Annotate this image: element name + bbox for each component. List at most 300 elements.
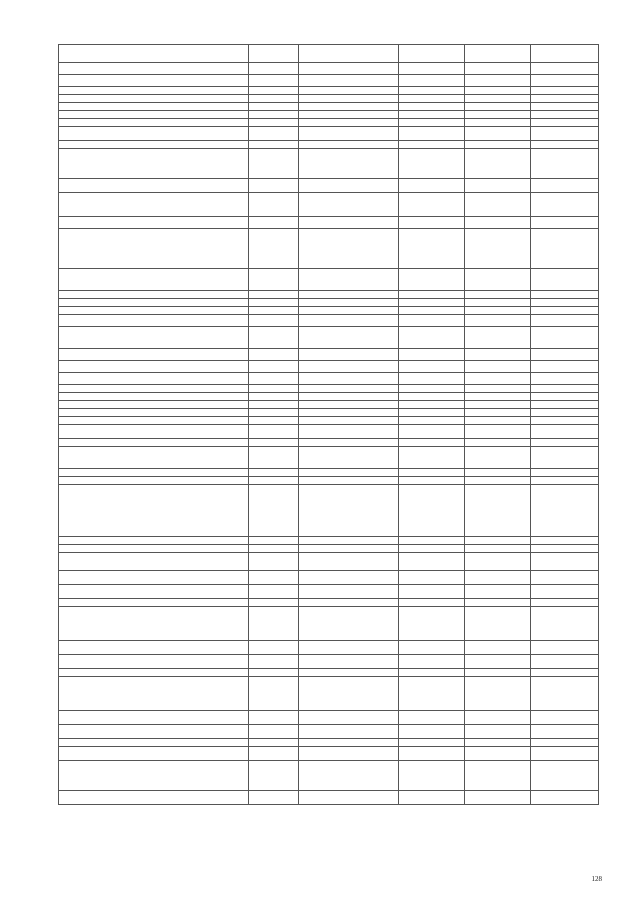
row-amount-1 [399, 193, 465, 217]
row-code [249, 747, 299, 761]
row-amount-2 [465, 45, 531, 63]
table-row [59, 545, 599, 553]
row-amount-3 [531, 607, 599, 641]
row-kbk [299, 537, 399, 545]
row-code [249, 393, 299, 401]
row-amount-3 [531, 141, 599, 149]
row-amount-2 [465, 447, 531, 469]
row-amount-1 [399, 725, 465, 739]
row-amount-2 [465, 63, 531, 75]
table-row [59, 75, 599, 87]
row-kbk [299, 327, 399, 349]
row-kbk [299, 75, 399, 87]
row-name [59, 537, 249, 545]
table-row [59, 111, 599, 119]
row-code [249, 63, 299, 75]
row-code [249, 677, 299, 711]
row-code [249, 385, 299, 393]
row-kbk [299, 417, 399, 425]
row-amount-1 [399, 63, 465, 75]
row-amount-1 [399, 425, 465, 439]
row-kbk [299, 315, 399, 327]
row-code [249, 127, 299, 141]
row-kbk [299, 485, 399, 537]
row-name [59, 655, 249, 669]
row-amount-1 [399, 103, 465, 111]
row-amount-1 [399, 401, 465, 409]
row-code [249, 409, 299, 417]
row-amount-2 [465, 417, 531, 425]
row-amount-2 [465, 711, 531, 725]
row-amount-2 [465, 149, 531, 179]
row-code [249, 87, 299, 95]
row-amount-3 [531, 103, 599, 111]
row-amount-3 [531, 315, 599, 327]
table-row [59, 327, 599, 349]
table-row [59, 477, 599, 485]
row-name [59, 425, 249, 439]
row-name [59, 229, 249, 269]
row-amount-3 [531, 307, 599, 315]
row-kbk [299, 373, 399, 385]
row-amount-2 [465, 299, 531, 307]
row-kbk [299, 217, 399, 229]
row-code [249, 361, 299, 373]
row-amount-3 [531, 349, 599, 361]
row-code [249, 269, 299, 291]
row-kbk [299, 447, 399, 469]
row-amount-3 [531, 655, 599, 669]
row-kbk [299, 291, 399, 299]
row-amount-3 [531, 725, 599, 739]
row-kbk [299, 725, 399, 739]
row-amount-2 [465, 179, 531, 193]
row-name [59, 669, 249, 677]
row-amount-1 [399, 545, 465, 553]
row-amount-3 [531, 585, 599, 599]
row-amount-2 [465, 485, 531, 537]
table-row [59, 599, 599, 607]
row-amount-2 [465, 95, 531, 103]
row-amount-1 [399, 641, 465, 655]
row-code [249, 111, 299, 119]
row-amount-3 [531, 119, 599, 127]
row-amount-1 [399, 75, 465, 87]
row-code [249, 229, 299, 269]
row-amount-1 [399, 477, 465, 485]
row-code [249, 95, 299, 103]
row-amount-2 [465, 229, 531, 269]
row-amount-1 [399, 127, 465, 141]
row-kbk [299, 677, 399, 711]
row-amount-3 [531, 447, 599, 469]
table-row [59, 641, 599, 655]
row-amount-2 [465, 119, 531, 127]
row-kbk [299, 299, 399, 307]
row-amount-1 [399, 439, 465, 447]
row-kbk [299, 409, 399, 417]
table-row [59, 409, 599, 417]
row-amount-1 [399, 791, 465, 805]
row-amount-3 [531, 269, 599, 291]
row-code [249, 327, 299, 349]
row-amount-2 [465, 725, 531, 739]
row-code [249, 641, 299, 655]
row-kbk [299, 545, 399, 553]
row-amount-3 [531, 545, 599, 553]
row-amount-2 [465, 87, 531, 95]
table-row [59, 485, 599, 537]
row-amount-2 [465, 607, 531, 641]
row-amount-3 [531, 95, 599, 103]
row-amount-2 [465, 599, 531, 607]
row-amount-1 [399, 739, 465, 747]
table-row [59, 739, 599, 747]
row-amount-3 [531, 75, 599, 87]
table-row [59, 45, 599, 63]
row-code [249, 447, 299, 469]
row-name [59, 193, 249, 217]
row-amount-1 [399, 669, 465, 677]
row-name [59, 75, 249, 87]
row-kbk [299, 585, 399, 599]
table-row [59, 417, 599, 425]
page-number: 128 [591, 875, 602, 883]
row-name [59, 327, 249, 349]
table-row [59, 607, 599, 641]
row-name [59, 641, 249, 655]
row-name [59, 585, 249, 599]
table-row [59, 149, 599, 179]
row-amount-2 [465, 641, 531, 655]
table-row [59, 127, 599, 141]
row-code [249, 417, 299, 425]
row-amount-1 [399, 361, 465, 373]
row-amount-2 [465, 477, 531, 485]
row-kbk [299, 307, 399, 315]
row-code [249, 45, 299, 63]
row-amount-3 [531, 677, 599, 711]
row-kbk [299, 439, 399, 447]
row-amount-1 [399, 385, 465, 393]
row-code [249, 193, 299, 217]
row-name [59, 149, 249, 179]
row-amount-1 [399, 149, 465, 179]
row-code [249, 307, 299, 315]
row-amount-3 [531, 63, 599, 75]
row-amount-1 [399, 349, 465, 361]
row-kbk [299, 127, 399, 141]
row-kbk [299, 193, 399, 217]
row-name [59, 269, 249, 291]
row-code [249, 485, 299, 537]
row-code [249, 401, 299, 409]
table-row [59, 447, 599, 469]
row-amount-3 [531, 477, 599, 485]
row-code [249, 149, 299, 179]
row-amount-2 [465, 103, 531, 111]
row-amount-2 [465, 75, 531, 87]
row-amount-2 [465, 385, 531, 393]
row-amount-2 [465, 553, 531, 571]
table-row [59, 439, 599, 447]
row-amount-3 [531, 229, 599, 269]
row-code [249, 469, 299, 477]
row-name [59, 127, 249, 141]
row-kbk [299, 87, 399, 95]
row-amount-3 [531, 469, 599, 477]
table-row [59, 217, 599, 229]
row-name [59, 361, 249, 373]
row-amount-3 [531, 291, 599, 299]
row-kbk [299, 747, 399, 761]
row-kbk [299, 393, 399, 401]
row-amount-3 [531, 641, 599, 655]
table-row [59, 425, 599, 439]
row-amount-2 [465, 425, 531, 439]
row-code [249, 291, 299, 299]
row-amount-3 [531, 179, 599, 193]
row-amount-1 [399, 95, 465, 103]
table-row [59, 585, 599, 599]
row-name [59, 141, 249, 149]
row-code [249, 179, 299, 193]
row-name [59, 409, 249, 417]
row-amount-3 [531, 439, 599, 447]
row-name [59, 45, 249, 63]
row-code [249, 103, 299, 111]
table-row [59, 315, 599, 327]
row-name [59, 291, 249, 299]
row-amount-2 [465, 111, 531, 119]
row-kbk [299, 119, 399, 127]
row-code [249, 119, 299, 127]
table-row [59, 349, 599, 361]
row-amount-2 [465, 537, 531, 545]
table-row [59, 761, 599, 791]
row-amount-3 [531, 425, 599, 439]
row-amount-3 [531, 193, 599, 217]
row-code [249, 669, 299, 677]
row-code [249, 299, 299, 307]
row-amount-1 [399, 761, 465, 791]
row-kbk [299, 425, 399, 439]
row-kbk [299, 45, 399, 63]
row-amount-1 [399, 447, 465, 469]
row-name [59, 179, 249, 193]
row-amount-3 [531, 599, 599, 607]
table-row [59, 229, 599, 269]
row-code [249, 791, 299, 805]
row-kbk [299, 63, 399, 75]
row-kbk [299, 349, 399, 361]
row-amount-1 [399, 409, 465, 417]
row-name [59, 119, 249, 127]
row-name [59, 571, 249, 585]
row-amount-3 [531, 409, 599, 417]
row-code [249, 217, 299, 229]
row-amount-3 [531, 571, 599, 585]
row-amount-2 [465, 373, 531, 385]
table-row [59, 711, 599, 725]
table-row [59, 393, 599, 401]
row-amount-3 [531, 553, 599, 571]
row-name [59, 711, 249, 725]
row-name [59, 477, 249, 485]
table-row [59, 361, 599, 373]
row-name [59, 677, 249, 711]
row-amount-1 [399, 217, 465, 229]
table-row [59, 669, 599, 677]
row-name [59, 87, 249, 95]
row-amount-3 [531, 149, 599, 179]
table-row [59, 95, 599, 103]
row-amount-2 [465, 361, 531, 373]
row-amount-3 [531, 747, 599, 761]
row-amount-1 [399, 87, 465, 95]
row-amount-2 [465, 401, 531, 409]
row-kbk [299, 655, 399, 669]
row-amount-1 [399, 179, 465, 193]
row-amount-1 [399, 537, 465, 545]
row-amount-3 [531, 791, 599, 805]
row-kbk [299, 553, 399, 571]
row-amount-1 [399, 373, 465, 385]
row-name [59, 791, 249, 805]
row-code [249, 655, 299, 669]
row-kbk [299, 791, 399, 805]
row-amount-3 [531, 711, 599, 725]
row-kbk [299, 385, 399, 393]
row-kbk [299, 469, 399, 477]
row-amount-2 [465, 141, 531, 149]
row-amount-2 [465, 349, 531, 361]
row-amount-1 [399, 229, 465, 269]
table-row [59, 537, 599, 545]
row-code [249, 761, 299, 791]
row-name [59, 385, 249, 393]
row-amount-2 [465, 327, 531, 349]
row-code [249, 141, 299, 149]
table-row [59, 63, 599, 75]
table-row [59, 655, 599, 669]
row-kbk [299, 739, 399, 747]
row-name [59, 761, 249, 791]
table-row [59, 291, 599, 299]
row-name [59, 599, 249, 607]
row-name [59, 393, 249, 401]
row-amount-2 [465, 791, 531, 805]
row-amount-2 [465, 193, 531, 217]
table-row [59, 791, 599, 805]
row-amount-3 [531, 373, 599, 385]
row-kbk [299, 141, 399, 149]
row-name [59, 485, 249, 537]
row-amount-1 [399, 141, 465, 149]
row-amount-2 [465, 393, 531, 401]
row-amount-1 [399, 269, 465, 291]
row-code [249, 477, 299, 485]
table-row [59, 87, 599, 95]
table-row [59, 307, 599, 315]
table-row [59, 385, 599, 393]
table-row [59, 553, 599, 571]
table-row [59, 269, 599, 291]
row-code [249, 439, 299, 447]
table-row [59, 119, 599, 127]
table-row [59, 193, 599, 217]
row-amount-1 [399, 469, 465, 477]
row-name [59, 469, 249, 477]
document-page [58, 44, 598, 805]
row-kbk [299, 269, 399, 291]
row-name [59, 217, 249, 229]
row-amount-2 [465, 747, 531, 761]
row-amount-2 [465, 739, 531, 747]
row-amount-3 [531, 393, 599, 401]
table-row [59, 571, 599, 585]
row-name [59, 417, 249, 425]
row-kbk [299, 761, 399, 791]
row-code [249, 315, 299, 327]
row-code [249, 425, 299, 439]
row-code [249, 545, 299, 553]
row-name [59, 63, 249, 75]
row-amount-3 [531, 401, 599, 409]
row-name [59, 307, 249, 315]
row-amount-3 [531, 485, 599, 537]
row-kbk [299, 607, 399, 641]
row-amount-1 [399, 45, 465, 63]
row-amount-2 [465, 761, 531, 791]
row-amount-1 [399, 327, 465, 349]
table-row [59, 299, 599, 307]
row-amount-1 [399, 655, 465, 669]
row-amount-2 [465, 409, 531, 417]
row-kbk [299, 95, 399, 103]
row-kbk [299, 711, 399, 725]
row-amount-1 [399, 299, 465, 307]
row-amount-3 [531, 87, 599, 95]
row-amount-3 [531, 127, 599, 141]
row-amount-3 [531, 385, 599, 393]
row-amount-2 [465, 439, 531, 447]
row-name [59, 553, 249, 571]
row-amount-1 [399, 307, 465, 315]
row-amount-1 [399, 599, 465, 607]
row-kbk [299, 229, 399, 269]
row-code [249, 571, 299, 585]
row-code [249, 711, 299, 725]
row-amount-1 [399, 119, 465, 127]
row-code [249, 553, 299, 571]
row-kbk [299, 669, 399, 677]
row-amount-1 [399, 571, 465, 585]
row-name [59, 447, 249, 469]
row-amount-3 [531, 327, 599, 349]
row-kbk [299, 401, 399, 409]
table-row [59, 179, 599, 193]
row-amount-2 [465, 315, 531, 327]
row-amount-2 [465, 269, 531, 291]
row-amount-3 [531, 111, 599, 119]
row-amount-3 [531, 669, 599, 677]
table-row [59, 373, 599, 385]
row-amount-2 [465, 677, 531, 711]
row-amount-3 [531, 361, 599, 373]
row-name [59, 95, 249, 103]
row-amount-2 [465, 585, 531, 599]
